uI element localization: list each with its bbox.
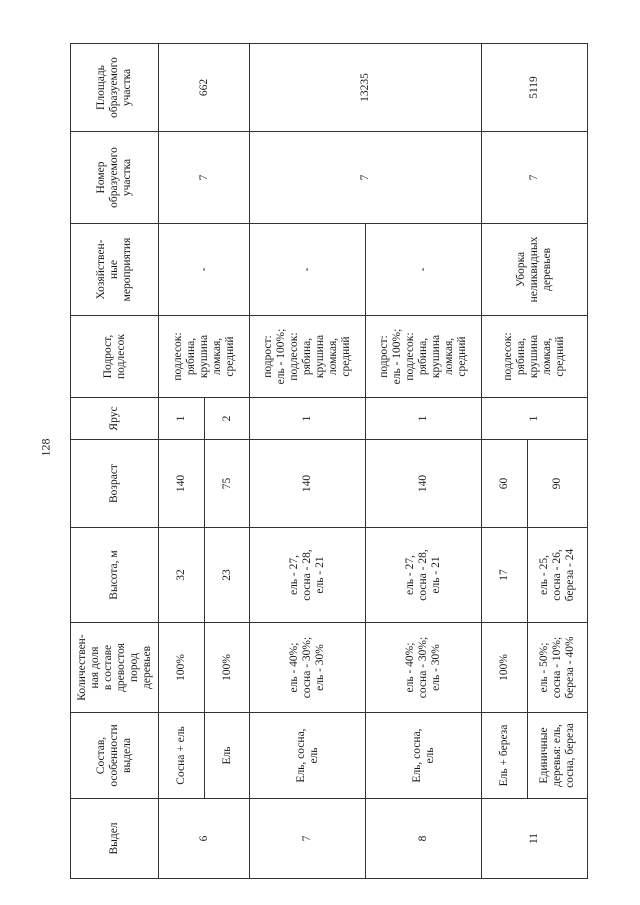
cell-sostav: Ель: [205, 713, 250, 799]
cell-sostav: Сосна + ель: [159, 713, 205, 799]
cell-yarus: 1: [366, 398, 482, 440]
cell-nomer: 7: [250, 132, 482, 224]
header-meropriyatiya: Хозяйствен- ные мероприятия: [71, 224, 159, 316]
cell-dolya: 100%: [159, 623, 205, 713]
cell-vozrast: 60: [482, 440, 528, 528]
header-nomer: Номер образуемого участка: [71, 132, 159, 224]
cell-meropriyatiya: -: [159, 224, 250, 316]
cell-meropriyatiya: Уборка неликвидных деревьев: [482, 224, 588, 316]
header-vydel: Выдел: [71, 799, 159, 879]
cell-nomer: 7: [159, 132, 250, 224]
cell-vozrast: 75: [205, 440, 250, 528]
cell-dolya: 100%: [482, 623, 528, 713]
cell-yarus: 1: [250, 398, 366, 440]
cell-vysota: ель - 27, сосна - 28, ель - 21: [250, 528, 366, 623]
cell-yarus: 1: [482, 398, 588, 440]
cell-vydel: 11: [482, 799, 588, 879]
cell-podrost: подлесок: рябина, крушина ломкая, средний: [482, 316, 588, 398]
table-row: [482, 44, 528, 879]
cell-ploshad: 5119: [482, 44, 588, 132]
header-sostav: Состав, особенности выдела: [71, 713, 159, 799]
cell-dolya: ель - 50%; сосна - 10%; береза - 40%: [528, 623, 588, 713]
cell-vysota: ель - 25, сосна - 26, береза - 24: [528, 528, 588, 623]
table-row: [250, 44, 366, 879]
cell-nomer: 7: [482, 132, 588, 224]
cell-vysota: ель - 27, сосна - 28, ель - 21: [366, 528, 482, 623]
cell-vozrast: 140: [250, 440, 366, 528]
page-number: 128: [38, 438, 53, 457]
forest-table: [70, 44, 587, 879]
cell-vysota: 32: [159, 528, 205, 623]
header-podrost: Подрост, подлесок: [71, 316, 159, 398]
cell-sostav: Ель, сосна, ель: [366, 713, 482, 799]
header-vozrast: Возраст: [71, 440, 159, 528]
cell-dolya: ель - 40%; сосна - 30%; ель - 30%: [250, 623, 366, 713]
table-row: [159, 44, 205, 879]
cell-dolya: ель - 40%; сосна - 30%; ель - 30%: [366, 623, 482, 713]
cell-vozrast: 140: [159, 440, 205, 528]
cell-sostav: Ель + береза: [482, 713, 528, 799]
header-ploshad: Площадь образуемого участка: [71, 44, 159, 132]
cell-sostav: Единичные деревья: ель, сосна, береза: [528, 713, 588, 799]
cell-vydel: 8: [366, 799, 482, 879]
cell-dolya: 100%: [205, 623, 250, 713]
cell-vozrast: 140: [366, 440, 482, 528]
cell-yarus: 1: [159, 398, 205, 440]
cell-ploshad: 662: [159, 44, 250, 132]
cell-ploshad: 13235: [250, 44, 482, 132]
cell-vozrast: 90: [528, 440, 588, 528]
cell-vydel: 6: [159, 799, 250, 879]
cell-sostav: Ель, сосна, ель: [250, 713, 366, 799]
cell-podrost: подлесок: рябина, крушина ломкая, средний: [159, 316, 250, 398]
cell-podrost: подрост: ель - 100%; подлесок: рябина, крушина ломкая, средний: [366, 316, 482, 398]
cell-vysota: 23: [205, 528, 250, 623]
cell-yarus: 2: [205, 398, 250, 440]
header-vysota: Высота, м: [71, 528, 159, 623]
cell-vydel: 7: [250, 799, 366, 879]
header-yarus: Ярус: [71, 398, 159, 440]
cell-meropriyatiya: -: [366, 224, 482, 316]
header-dolya: Количествен- ная доля в составе древостоя пород деревьев: [71, 623, 159, 713]
cell-podrost: подрост: ель - 100%; подлесок: рябина, крушина ломкая, средний: [250, 316, 366, 398]
cell-meropriyatiya: -: [250, 224, 366, 316]
cell-vysota: 17: [482, 528, 528, 623]
